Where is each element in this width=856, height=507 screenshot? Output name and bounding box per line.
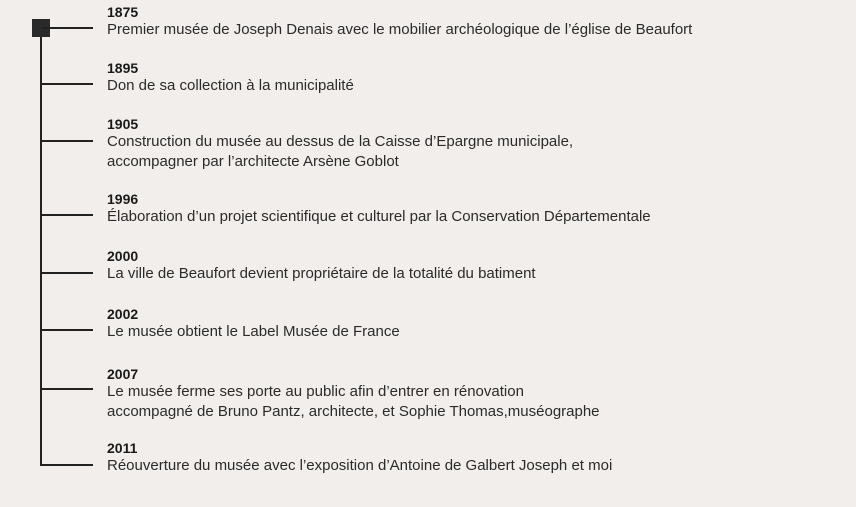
event-description-line: Le musée ferme ses porte au public afin d’entrer en rénovation <box>107 383 524 400</box>
timeline-branch <box>41 83 93 85</box>
timeline-branch <box>41 272 93 274</box>
event-year: 2011 <box>107 440 138 456</box>
timeline-entry <box>107 60 847 96</box>
event-description-line: Élaboration d’un projet scientifique et culturel par la Conservation Départementale <box>107 208 651 225</box>
event-description-line: Don de sa collection à la municipalité <box>107 77 354 94</box>
timeline-entry <box>107 116 847 172</box>
event-year: 2000 <box>107 248 139 264</box>
timeline-entry <box>107 306 847 342</box>
event-description-line: accompagné de Bruno Pantz, architecte, et Sophie Thomas,muséographe <box>107 403 600 420</box>
event-year: 2002 <box>107 306 139 322</box>
timeline-spine <box>40 28 42 466</box>
timeline-entry <box>107 4 847 40</box>
event-year: 2007 <box>107 366 139 382</box>
event-description-line: accompagner par l’architecte Arsène Goblot <box>107 153 399 170</box>
timeline-branch <box>41 329 93 331</box>
timeline-branch <box>41 464 93 466</box>
event-description-line: Construction du musée au dessus de la Caisse d’Epargne municipale, <box>107 133 574 150</box>
event-year: 1895 <box>107 60 139 76</box>
event-year: 1905 <box>107 116 139 132</box>
event-description-line: La ville de Beaufort devient propriétaire de la totalité du batiment <box>107 265 536 282</box>
event-year: 1996 <box>107 191 139 207</box>
event-year: 1875 <box>107 4 139 20</box>
timeline-entry <box>107 366 847 422</box>
timeline-branch <box>41 27 93 29</box>
timeline-entry <box>107 191 847 227</box>
timeline-branch <box>41 388 93 390</box>
event-description-line: Premier musée de Joseph Denais avec le mobilier archéologique de l’église de Beaufort <box>107 21 693 38</box>
event-description-line: Réouverture du musée avec l’exposition d’Antoine de Galbert Joseph et moi <box>107 457 613 474</box>
event-description-line: Le musée obtient le Label Musée de France <box>107 323 400 340</box>
timeline-branch <box>41 140 93 142</box>
timeline-branch <box>41 214 93 216</box>
timeline-entry <box>107 440 847 476</box>
timeline-entry <box>107 248 847 284</box>
